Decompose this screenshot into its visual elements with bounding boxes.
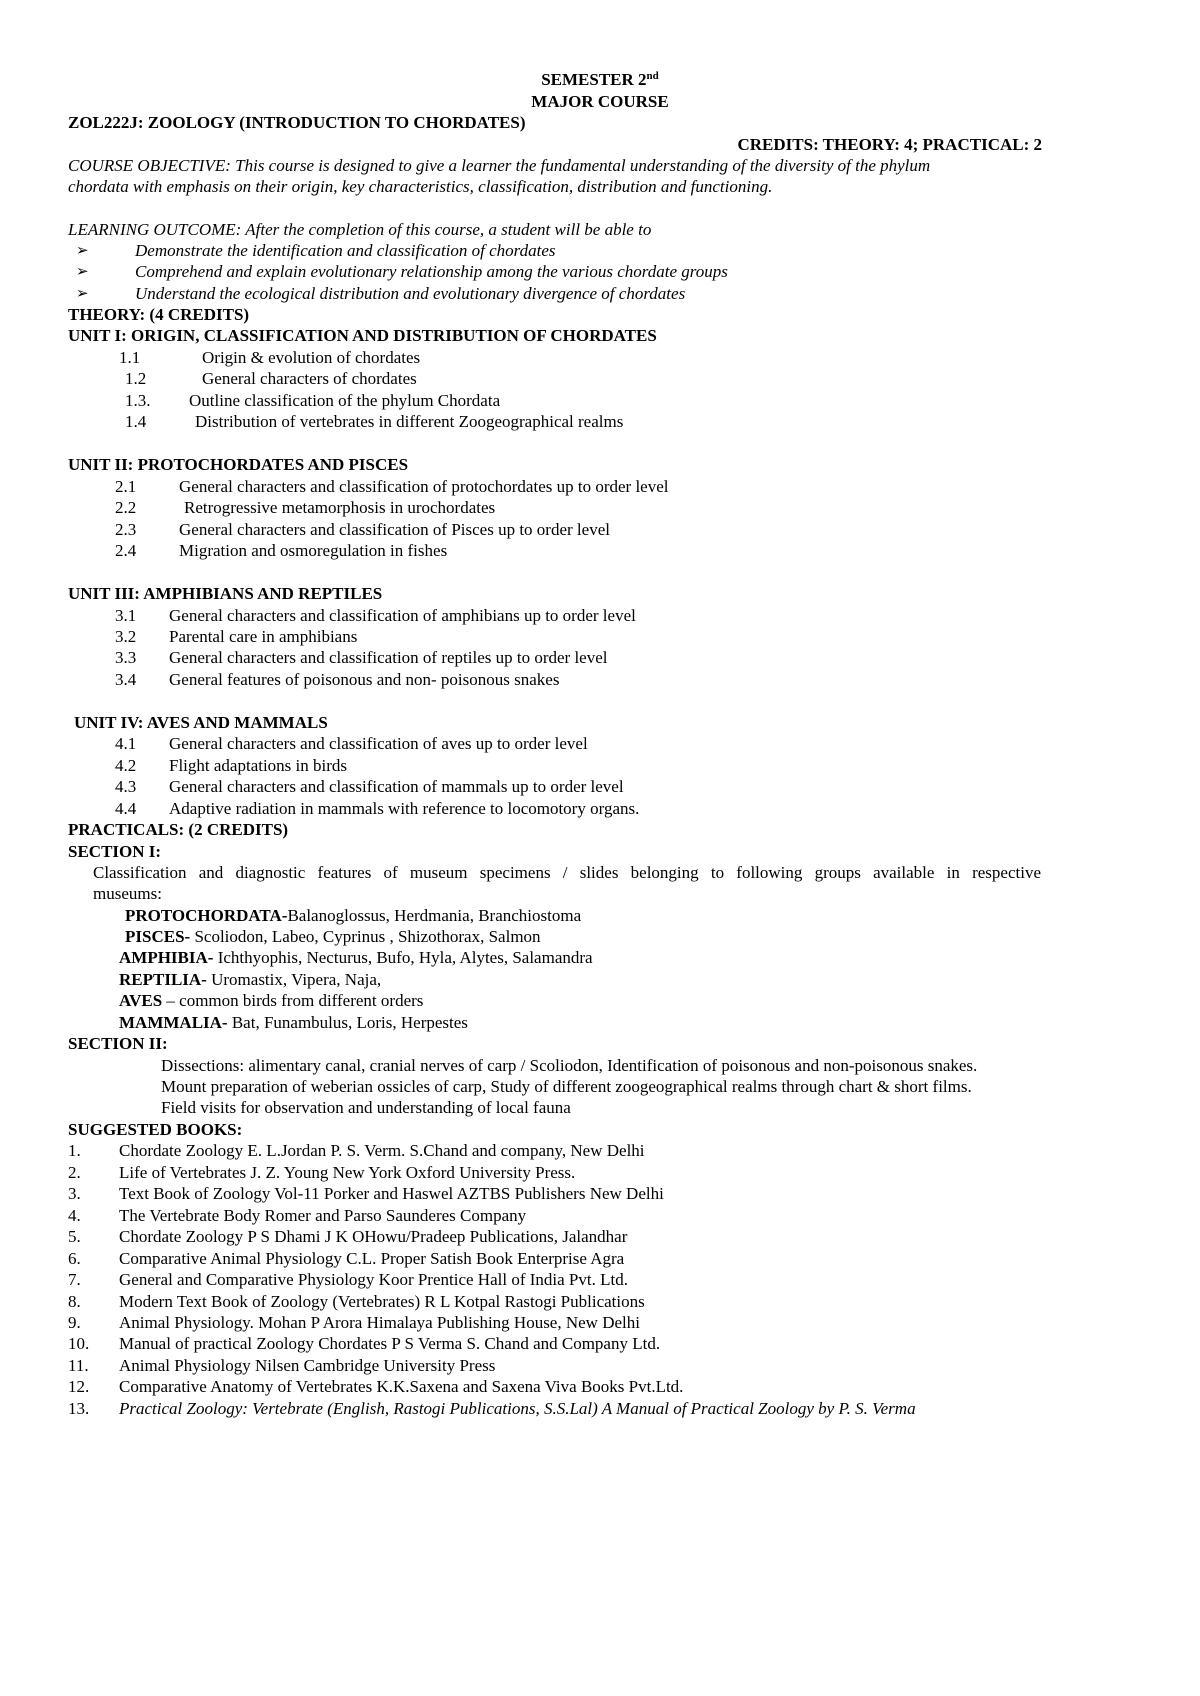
unit-title: UNIT I: ORIGIN, CLASSIFICATION AND DISTRIBUTION OF CHORDATES [68, 326, 657, 345]
learning-outcome-item: Comprehend and explain evolutionary relationship among the various chordate groups [135, 262, 728, 281]
section-two-item: Mount preparation of weberian ossicles of carp, Study of different zoogeographical realms through chart & short films. [161, 1077, 972, 1096]
group-name: PISCES- [125, 927, 191, 946]
course-objective-label: COURSE OBJECTIVE: [68, 156, 231, 175]
unit-item-number: 2.1 [115, 477, 137, 496]
book-number: 7. [68, 1270, 81, 1289]
unit-item-number: 4.1 [115, 734, 137, 753]
book-number: 9. [68, 1313, 81, 1332]
unit-item-text: General characters and classification of mammals up to order level [169, 777, 624, 796]
group-name: AVES [119, 991, 163, 1010]
unit-title: UNIT III: AMPHIBIANS AND REPTILES [68, 584, 383, 603]
book-entry: Comparative Anatomy of Vertebrates K.K.Saxena and Saxena Viva Books Pvt.Ltd. [119, 1377, 684, 1396]
book-number: 2. [68, 1163, 81, 1182]
book-entry: Life of Vertebrates J. Z. Young New York Oxford University Press. [119, 1163, 576, 1182]
section-two-item: Field visits for observation and understanding of local fauna [161, 1098, 571, 1117]
unit-item-number: 1.4 [125, 412, 147, 431]
book-number: 10. [68, 1334, 90, 1353]
unit-item-text: Migration and osmoregulation in fishes [179, 541, 448, 560]
unit-item-number: 1.3. [125, 391, 151, 410]
section-one-intro-cont: museums: [93, 884, 162, 903]
group-examples: Ichthyophis, Necturus, Bufo, Hyla, Alytes, Salamandra [213, 948, 593, 967]
unit-item-number: 2.3 [115, 520, 137, 539]
learning-outcome-text: After the completion of this course, a student will be able to [245, 220, 652, 239]
unit-item-text: General characters and classification of reptiles up to order level [169, 648, 608, 667]
unit-item-text: General characters of chordates [202, 369, 417, 388]
course-type-heading: MAJOR COURSE [531, 92, 669, 111]
section-two-item: Dissections: alimentary canal, cranial nerves of carp / Scoliodon, Identification of poisonous and non-poisonous snakes. [161, 1056, 978, 1075]
book-entry: Animal Physiology Nilsen Cambridge University Press [119, 1356, 496, 1375]
unit-item-text: Flight adaptations in birds [169, 756, 348, 775]
course-objective-line1 [68, 155, 930, 177]
book-entry: Manual of practical Zoology Chordates P S Verma S. Chand and Company Ltd. [119, 1334, 661, 1353]
group-examples: Scoliodon, Labeo, Cyprinus , Shizothorax, Salmon [190, 927, 541, 946]
specimen-group-pisces [125, 926, 541, 948]
specimen-group-protochordata [125, 905, 581, 927]
unit-item-number: 2.4 [115, 541, 137, 560]
section-one-heading: SECTION I: [68, 842, 162, 861]
book-entry: Chordate Zoology E. L.Jordan P. S. Verm. S.Chand and company, New Delhi [119, 1141, 645, 1160]
unit-item-number: 3.2 [115, 627, 137, 646]
book-entry: General and Comparative Physiology Koor Prentice Hall of India Pvt. Ltd. [119, 1270, 628, 1289]
unit-item-text: Adaptive radiation in mammals with reference to locomotory organs. [169, 799, 640, 818]
book-entry: The Vertebrate Body Romer and Parso Saunderes Company [119, 1206, 527, 1225]
group-examples: Balanoglossus, Herdmania, Branchiostoma [287, 906, 582, 925]
group-name: REPTILIA- [119, 970, 207, 989]
unit-item-number: 3.3 [115, 648, 137, 667]
group-examples: – common birds from different orders [162, 991, 424, 1010]
unit-item-text: General characters and classification of protochordates up to order level [179, 477, 669, 496]
arrow-bullet-icon: ➢ [76, 264, 89, 280]
specimen-group-amphibia [119, 947, 593, 969]
unit-item-number: 4.3 [115, 777, 137, 796]
learning-outcome-item: Demonstrate the identification and classification of chordates [135, 241, 556, 260]
unit-item-text: General characters and classification of amphibians up to order level [169, 606, 636, 625]
theory-heading: THEORY: (4 CREDITS) [68, 305, 250, 324]
unit-item-number: 1.1 [119, 348, 141, 367]
book-entry: Text Book of Zoology Vol-11 Porker and Haswel AZTBS Publishers New Delhi [119, 1184, 664, 1203]
book-entry: Practical Zoology: Vertebrate (English, Rastogi Publications, S.S.Lal) A Manual of Practical Zoology by P. S. Verma [119, 1399, 916, 1418]
learning-outcome-label: LEARNING OUTCOME: [68, 220, 242, 239]
book-number: 4. [68, 1206, 81, 1225]
group-examples: Bat, Funambulus, Loris, Herpestes [227, 1013, 468, 1032]
unit-item-text: Parental care in amphibians [169, 627, 358, 646]
book-number: 3. [68, 1184, 81, 1203]
unit-item-text: General characters and classification of Pisces up to order level [179, 520, 610, 539]
unit-item-number: 2.2 [115, 498, 137, 517]
book-number: 5. [68, 1227, 81, 1246]
group-name: PROTOCHORDATA- [125, 906, 288, 925]
group-name: MAMMALIA- [119, 1013, 228, 1032]
unit-item-text: Retrogressive metamorphosis in urochordates [184, 498, 496, 517]
arrow-bullet-icon: ➢ [76, 286, 89, 302]
unit-item-text: Distribution of vertebrates in different Zoogeographical realms [195, 412, 624, 431]
unit-item-text: Origin & evolution of chordates [202, 348, 421, 367]
book-number: 8. [68, 1292, 81, 1311]
learning-outcome-intro [68, 219, 651, 241]
suggested-books-heading: SUGGESTED BOOKS: [68, 1120, 243, 1139]
unit-title: UNIT II: PROTOCHORDATES AND PISCES [68, 455, 409, 474]
specimen-group-mammalia [119, 1012, 468, 1034]
section-one-intro: Classification and diagnostic features of museum specimens / slides belonging to following groups available in respective [93, 863, 1041, 882]
specimen-group-reptilia [119, 969, 381, 991]
book-entry: Animal Physiology. Mohan P Arora Himalaya Publishing House, New Delhi [119, 1313, 640, 1332]
book-entry: Modern Text Book of Zoology (Vertebrates) R L Kotpal Rastogi Publications [119, 1292, 645, 1311]
practicals-heading: PRACTICALS: (2 CREDITS) [68, 820, 289, 839]
book-number: 12. [68, 1377, 90, 1396]
book-number: 11. [68, 1356, 89, 1375]
unit-item-number: 3.4 [115, 670, 137, 689]
book-entry: Comparative Animal Physiology C.L. Proper Satish Book Enterprise Agra [119, 1249, 625, 1268]
specimen-group-aves [119, 990, 423, 1012]
book-number: 13. [68, 1399, 90, 1418]
unit-item-number: 1.2 [125, 369, 147, 388]
unit-item-text: General characters and classification of aves up to order level [169, 734, 588, 753]
arrow-bullet-icon: ➢ [76, 243, 89, 259]
course-title: ZOL222J: ZOOLOGY (INTRODUCTION TO CHORDATES) [68, 113, 526, 132]
learning-outcome-item: Understand the ecological distribution and evolutionary divergence of chordates [135, 284, 686, 303]
unit-item-number: 4.4 [115, 799, 137, 818]
book-entry: Chordate Zoology P S Dhami J K OHowu/Pradeep Publications, Jalandhar [119, 1227, 628, 1246]
semester-heading: SEMESTER 2nd [541, 70, 659, 89]
course-objective-line2: chordata with emphasis on their origin, key characteristics, classification, distribution and functioning. [68, 177, 773, 196]
course-objective-text: This course is designed to give a learner the fundamental understanding of the diversity of the phylum [235, 156, 931, 175]
credits-line: CREDITS: THEORY: 4; PRACTICAL: 2 [737, 135, 1042, 154]
book-number: 1. [68, 1141, 81, 1160]
section-two-heading: SECTION II: [68, 1034, 168, 1053]
unit-item-number: 3.1 [115, 606, 137, 625]
book-number: 6. [68, 1249, 81, 1268]
group-examples: Uromastix, Vipera, Naja, [206, 970, 382, 989]
unit-item-text: Outline classification of the phylum Chordata [189, 391, 501, 410]
unit-title: UNIT IV: AVES AND MAMMALS [74, 713, 328, 732]
unit-item-text: General features of poisonous and non- poisonous snakes [169, 670, 560, 689]
unit-item-number: 4.2 [115, 756, 137, 775]
group-name: AMPHIBIA- [119, 948, 214, 967]
